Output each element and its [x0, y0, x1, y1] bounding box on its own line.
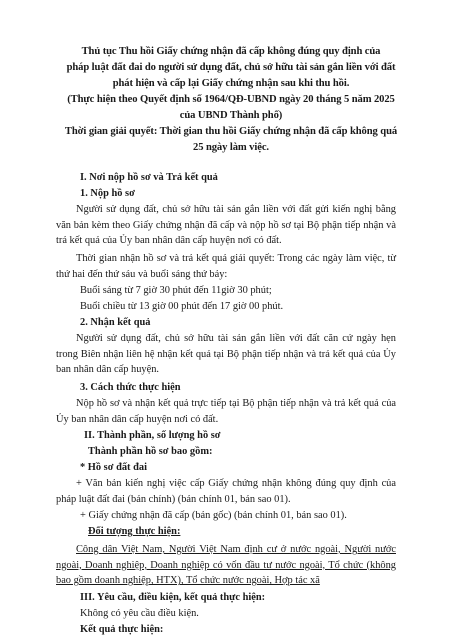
- land-records-label: * Hồ sơ đất đai: [80, 462, 147, 473]
- section-1-heading: I. Nơi nộp hồ sơ và Trả kết quả: [80, 172, 218, 183]
- subject-text: Công dân Việt Nam, Người Việt Nam định cư ở nước ngoài, Người nước ngoài, Doanh nghiệp, Doanh nghiệp có vốn đầu tư nước ngoài, Tổ chức (không bao gồm doanh nghiệp, HTX), Tổ chức nước ngoài, Hợp tác xã: [56, 544, 396, 587]
- title-line-2: pháp luật đất đai do người sử dụng đất, chủ sở hữu tài sản gắn liền với đất: [66, 62, 396, 73]
- subject-heading: Đối tượng thực hiện:: [88, 526, 181, 537]
- document-item-2: + Giấy chứng nhận đã cấp (bản gốc) (bản chính 01, bản sao 01).: [80, 510, 347, 521]
- requirement-text: Không có yêu cầu điều kiện.: [80, 608, 199, 619]
- section-2-subheading: Thành phần hồ sơ bao gồm:: [88, 446, 213, 457]
- section-1-1-paragraph-1: Người sử dụng đất, chủ sở hữu tài sản gắn liền với đất gửi kiến nghị bằng văn bản kèm theo Giấy chứng nhận đã cấp và nộp hồ sơ tại Bộ phận tiếp nhận và trả kết quả của Ủy ban nhân dân cấp huyện nơi có đất.: [56, 204, 396, 247]
- section-3-heading: III. Yêu cầu, điều kiện, kết quả thực hiện:: [80, 592, 266, 603]
- section-1-1-heading: 1. Nộp hồ sơ: [80, 188, 135, 199]
- title-line-1: Thủ tục Thu hồi Giấy chứng nhận đã cấp không đúng quy định của: [81, 46, 381, 57]
- section-2-heading: II. Thành phần, số lượng hồ sơ: [84, 430, 221, 441]
- section-1-3-heading: 3. Cách thức thực hiện: [80, 382, 181, 393]
- section-1-3-paragraph: Nộp hồ sơ và nhận kết quả trực tiếp tại Bộ phận tiếp nhận và trả kết quả của Ủy ban nhân dân cấp huyện nơi có đất.: [56, 398, 396, 425]
- document-header: [56, 44, 406, 156]
- time-line-1: Thời gian giải quyết: Thời gian thu hồi Giấy chứng nhận đã cấp không quá: [64, 126, 398, 137]
- section-1-2-paragraph: Người sử dụng đất, chủ sở hữu tài sản gắn liền với đất căn cứ ngày hẹn trong Biên nhận liên hệ nhận kết quả tại Bộ phận tiếp nhận và trả kết quả của Ủy ban nhân dân cấp huyện.: [56, 333, 396, 376]
- title-line-3: phát hiện và cấp lại Giấy chứng nhận sau khi thu hồi.: [112, 78, 350, 89]
- basis-line-2: của UBND Thành phố): [179, 110, 283, 121]
- morning-hours: Buổi sáng từ 7 giờ 30 phút đến 11giờ 30 phút;: [80, 285, 272, 296]
- document-item-1: + Văn bản kiến nghị việc cấp Giấy chứng nhận không đúng quy định của pháp luật đất đai (bản chính) (bản chính 01, bản sao 01).: [56, 478, 396, 505]
- result-heading: Kết quả thực hiện:: [80, 624, 164, 635]
- time-line-2: 25 ngày làm việc.: [193, 142, 269, 153]
- section-1-2-heading: 2. Nhận kết quả: [80, 317, 151, 328]
- afternoon-hours: Buổi chiều từ 13 giờ 00 phút đến 17 giờ 00 phút.: [80, 301, 284, 312]
- basis-line-1: (Thực hiện theo Quyết định số 1964/QĐ-UBND ngày 20 tháng 5 năm 2025: [67, 94, 395, 105]
- section-1-1-paragraph-2: Thời gian nhận hồ sơ và trả kết quả giải quyết: Trong các ngày làm việc, từ thứ hai đến thứ sáu và buổi sáng thứ bảy:: [56, 253, 396, 280]
